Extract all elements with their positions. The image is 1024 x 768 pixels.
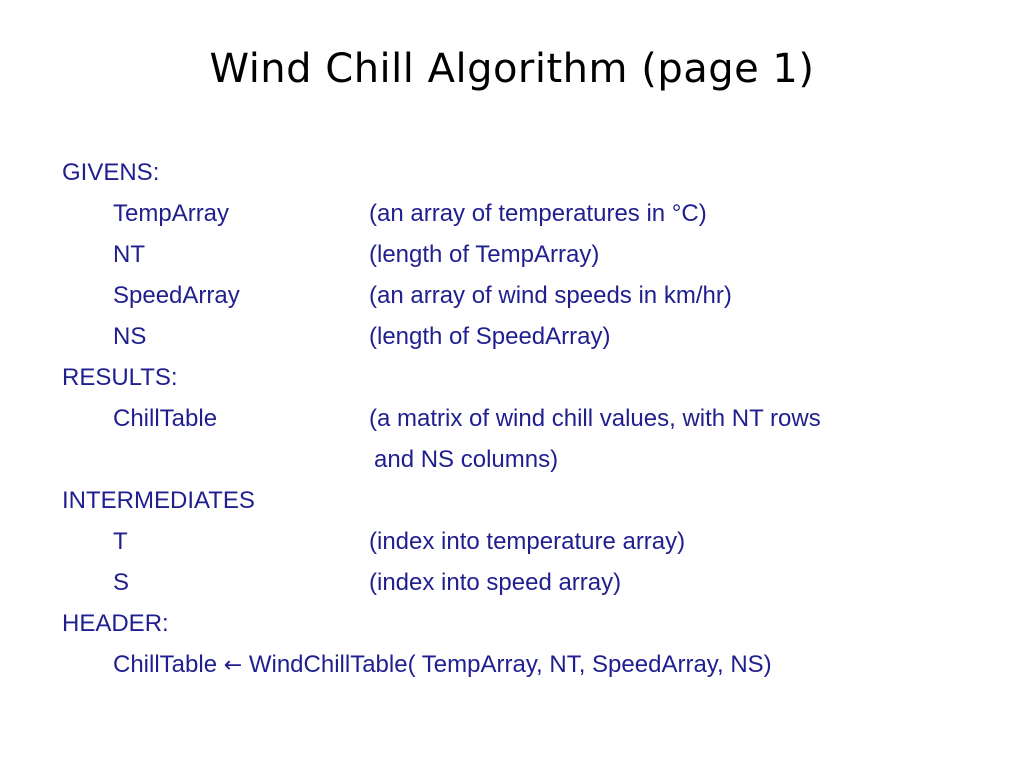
given-desc-speedarray: (an array of wind speeds in km/hr) <box>369 282 732 309</box>
results-heading: RESULTS: <box>62 364 178 391</box>
header-heading: HEADER: <box>62 610 169 637</box>
given-desc-ns: (length of SpeedArray) <box>369 323 611 350</box>
given-name-speedarray: SpeedArray <box>113 282 240 309</box>
given-name-temparray: TempArray <box>113 200 230 227</box>
given-desc-nt: (length of TempArray) <box>369 241 600 268</box>
intermediate-desc-s: (index into speed array) <box>369 569 622 596</box>
left-arrow-icon: ← <box>223 653 243 678</box>
result-desc-chilltable-cont: and NS columns) <box>374 446 559 473</box>
result-name-chilltable: ChillTable <box>113 405 218 432</box>
header-signature <box>113 650 772 681</box>
intermediate-name-s: S <box>113 569 130 596</box>
given-name-nt: NT <box>113 241 145 268</box>
given-desc-temparray: (an array of temperatures in °C) <box>369 200 707 227</box>
givens-heading: GIVENS: <box>62 159 160 186</box>
intermediates-heading: INTERMEDIATES <box>62 487 255 514</box>
intermediate-desc-t: (index into temperature array) <box>369 528 686 555</box>
header-lhs: ChillTable <box>113 651 218 678</box>
result-desc-chilltable: (a matrix of wind chill values, with NT rows <box>369 405 821 432</box>
slide-title: Wind Chill Algorithm (page 1) <box>209 46 815 92</box>
intermediate-name-t: T <box>113 528 128 555</box>
given-name-ns: NS <box>113 323 147 350</box>
header-call: WindChillTable( TempArray, NT, SpeedArray, NS) <box>248 651 772 678</box>
